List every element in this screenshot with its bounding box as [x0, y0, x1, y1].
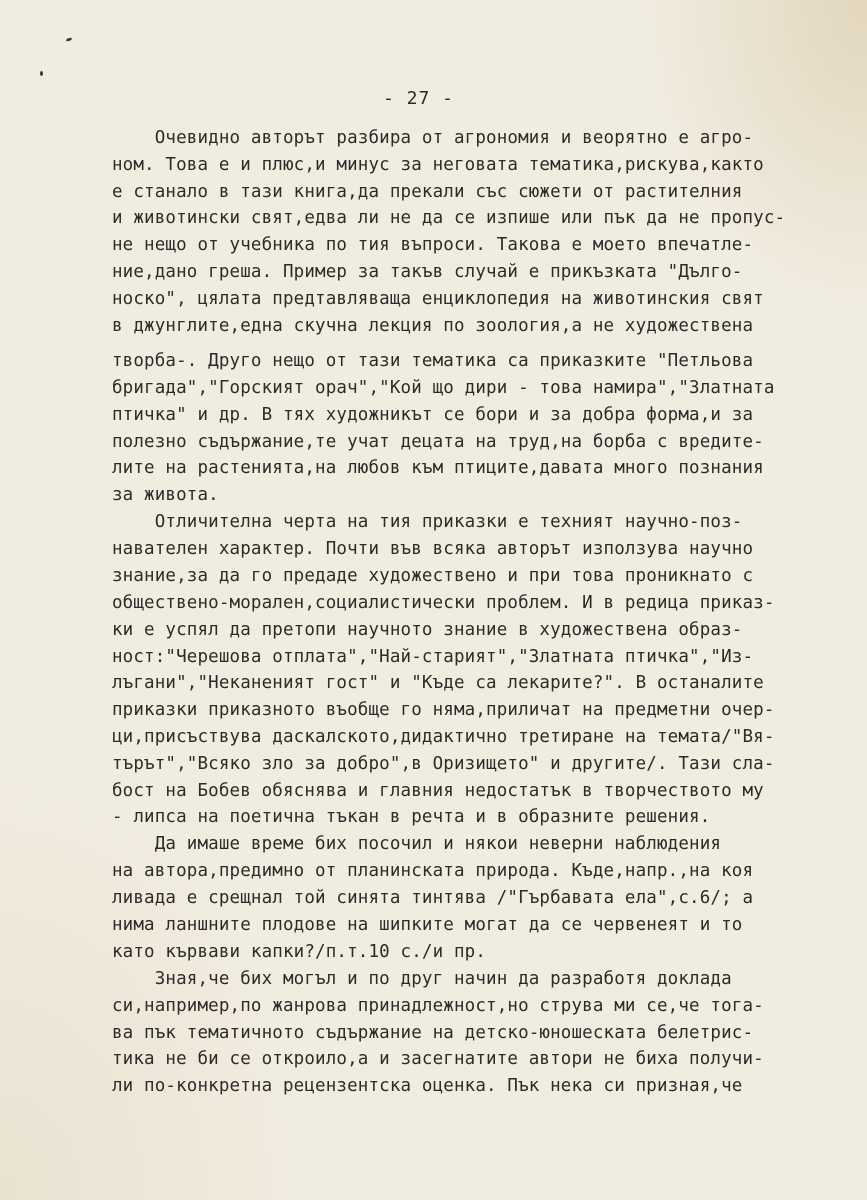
text-line: ливада е срещнал той синята тинтява /"Гърбавата ела",с.6/; а — [112, 888, 754, 908]
text-line: приказки приказното въобще го няма,приличат на предметни очер- — [112, 700, 775, 720]
text-line: като кървави капки?/п.т.10 с./и пр. — [112, 942, 487, 962]
text-line: ном. Това е и плюс,и минус за неговата тематика,рискува,както — [112, 155, 764, 175]
text-line: си,например,по жанрова принадлежност,но струва ми се,че тога- — [112, 996, 764, 1016]
text-line: обществено-морален,социалистически проблем. И в редица приказ- — [112, 593, 775, 613]
text-line: и животински свят,едва ли не да се изпише или пък да не пропус- — [112, 208, 786, 228]
text-line: Да имаше време бих посочил и някои неверни наблюдения — [112, 834, 722, 854]
ink-speck — [66, 37, 73, 42]
text-line: е станало в тази книга,да прекали със сюжети от растителния — [112, 182, 743, 202]
text-line: полезно съдържание,те учат децата на труд,на борба с вредите- — [112, 432, 764, 452]
text-line: лъгани","Неканеният гост" и "Къде са лекарите?". В останалите — [112, 673, 764, 693]
text-line: лите на растенията,на любов към птиците,давата много познания — [112, 458, 764, 478]
page-number: - 27 - — [383, 88, 455, 109]
text-line: ки е успял да претопи научното знание в художествена образ- — [112, 620, 743, 640]
text-line: Очевидно авторът разбира от агрономия и веорятно е агро- — [112, 128, 754, 148]
text-line: на автора,предимно от планинската природа. Къде,напр.,на коя — [112, 861, 754, 881]
text-line: в джунглите,една скучна лекция по зоология,а не художествена — [112, 316, 754, 336]
text-line: ност:"Черешова отплата","Най-старият","Златната птичка","Из- — [112, 647, 754, 667]
text-line: знание,за да го предаде художествено и при това проникнато с — [112, 566, 754, 586]
text-line: птичка" и др. В тях художникът се бори и за добра форма,и за — [112, 405, 754, 425]
text-line: бригада","Горският орач","Кой що дири - това намира","Златната — [112, 378, 775, 398]
text-line: за живота. — [112, 485, 219, 505]
ink-speck — [40, 71, 43, 76]
text-line: търът","Всяко зло за добро",в Оризището" и другите/. Тази сла- — [112, 754, 775, 774]
text-line: ли по-конкретна рецензентска оценка. Пък нека си призная,че — [112, 1076, 743, 1096]
text-line: Зная,че бих могъл и по друг начин да разработя доклада — [112, 969, 732, 989]
text-line: Отличителна черта на тия приказки е техният научно-поз- — [112, 512, 743, 532]
text-line: носко", цялата предтавляваща енциклопедия на животинския свят — [112, 289, 764, 309]
text-line: не нещо от учебника по тия въпроси. Такова е моето впечатле- — [112, 235, 754, 255]
text-line: бост на Бобев обяснява и главния недостатък в творчеството му — [112, 781, 764, 801]
text-line: ци,присъствува даскалското,дидактично третиране на темата/"Вя- — [112, 727, 775, 747]
text-line: - липса на поетична тъкан в речта и в образните решения. — [112, 807, 711, 827]
text-line: тика не би се откроило,а и засегнатите автори не биха получи- — [112, 1049, 764, 1069]
text-line: ние,дано греша. Пример за такъв случай е прикъзката "Дълго- — [112, 262, 743, 282]
text-line: ва пък тематичното съдържание на детско-юношеската белетрис- — [112, 1023, 754, 1043]
text-line: творба-. Друго нещо от тази тематика са приказките "Петльова — [112, 351, 754, 371]
text-line: навателен характер. Почти във всяка авторът използува научно — [112, 539, 754, 559]
text-line: нима ланшните плодове на шипките могат да се червенеят и то — [112, 915, 743, 935]
